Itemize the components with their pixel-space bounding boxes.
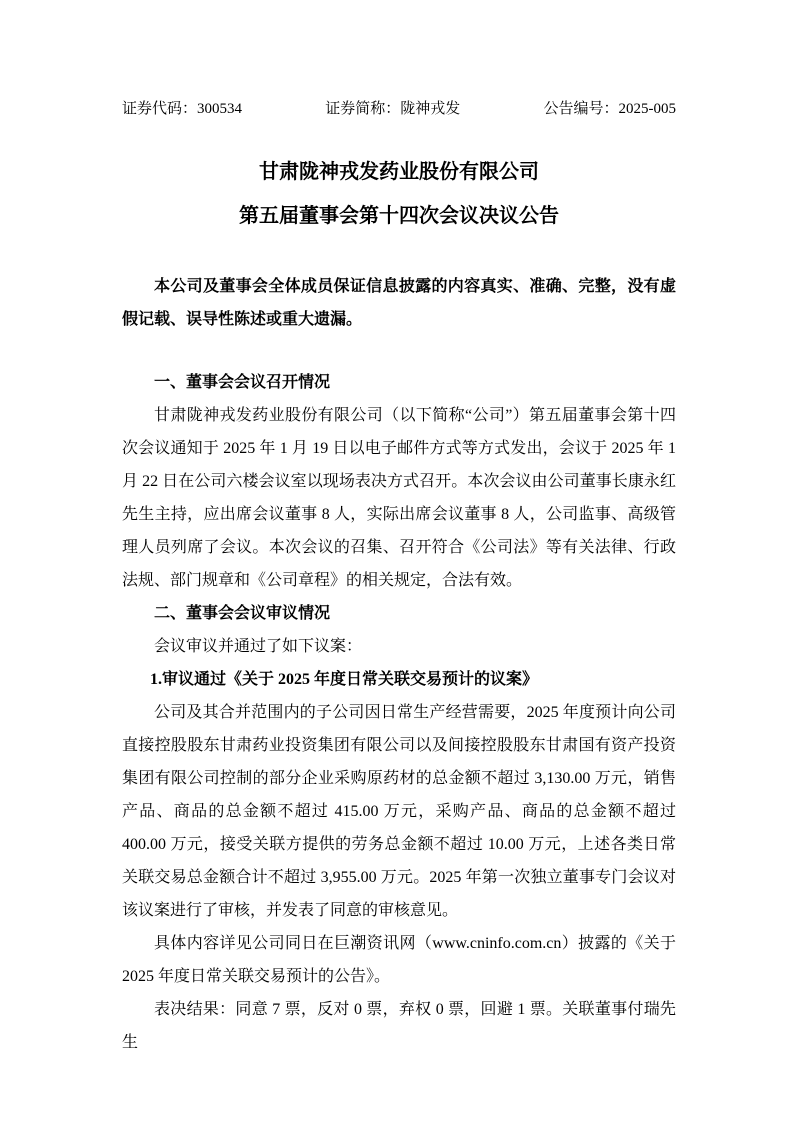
section-2-intro: 会议审议并通过了如下议案： (154, 638, 363, 655)
item-1-paragraph-1: 公司及其合并范围内的子公司因日常生产经营需要，2025 年度预计向公司直接控股股东甘肃药业投资集团有限公司以及间接控股股东甘肃国有资产投资集团有限公司控制的部分企业采购原药材的总金额不超过 3,130.00 万元，销售产品、商品的总金额不超过 415.00 万元，采购产品、商品的总金额不超过 400.00 万元，接受关联方提供的劳务总金额不超过 10.00 万元，上述各类日常关联交易总金额合计不超过 3,955.00 万元。2025 年第一次独立董事专门会议对该议案进行了审核，并发表了同意的审核意见。 (122, 704, 676, 919)
announcement-number: 公告编号：2025-005 (543, 101, 676, 117)
stock-code: 证券代码：300534 (122, 101, 243, 117)
document-body (122, 270, 676, 1059)
document-title (122, 150, 676, 238)
document-header (122, 98, 676, 120)
item-1-paragraph-2: 具体内容详见公司同日在巨潮资讯网（www.cninfo.com.cn）披露的《关于 2025 年度日常关联交易预计的公告》。 (122, 935, 676, 985)
section-1-heading: 一、董事会会议召开情况 (154, 374, 331, 391)
item-1-heading: 1.审议通过《关于 2025 年度日常关联交易预计的议案》 (150, 671, 539, 688)
disclosure-statement: 本公司及董事会全体成员保证信息披露的内容真实、准确、完整，没有虚假记载、误导性陈述或重大遗漏。 (122, 278, 676, 328)
section-1-paragraph: 甘肃陇神戎发药业股份有限公司（以下简称“公司”）第五届董事会第十四次会议通知于 2025 年 1 月 19 日以电子邮件方式等方式发出，会议于 2025 年 1 月 22 日在公司六楼会议室以现场表决方式召开。本次会议由公司董事长康永红先生主持，应出席会议董事 8 人，实际出席会议董事 8 人，公司监事、高级管理人员列席了会议。本次会议的召集、召开符合《公司法》等有关法律、行政法规、部门规章和《公司章程》的相关规定，合法有效。 (122, 407, 676, 589)
title-line-2: 第五届董事会第十四次会议决议公告 (239, 205, 559, 227)
item-1-paragraph-3: 表决结果：同意 7 票，反对 0 票，弃权 0 票，回避 1 票。关联董事付瑞先生 (122, 1001, 676, 1051)
section-2-heading: 二、董事会会议审议情况 (154, 605, 331, 622)
title-line-1: 甘肃陇神戎发药业股份有限公司 (259, 161, 539, 183)
stock-name: 证券简称：陇神戎发 (325, 101, 461, 117)
